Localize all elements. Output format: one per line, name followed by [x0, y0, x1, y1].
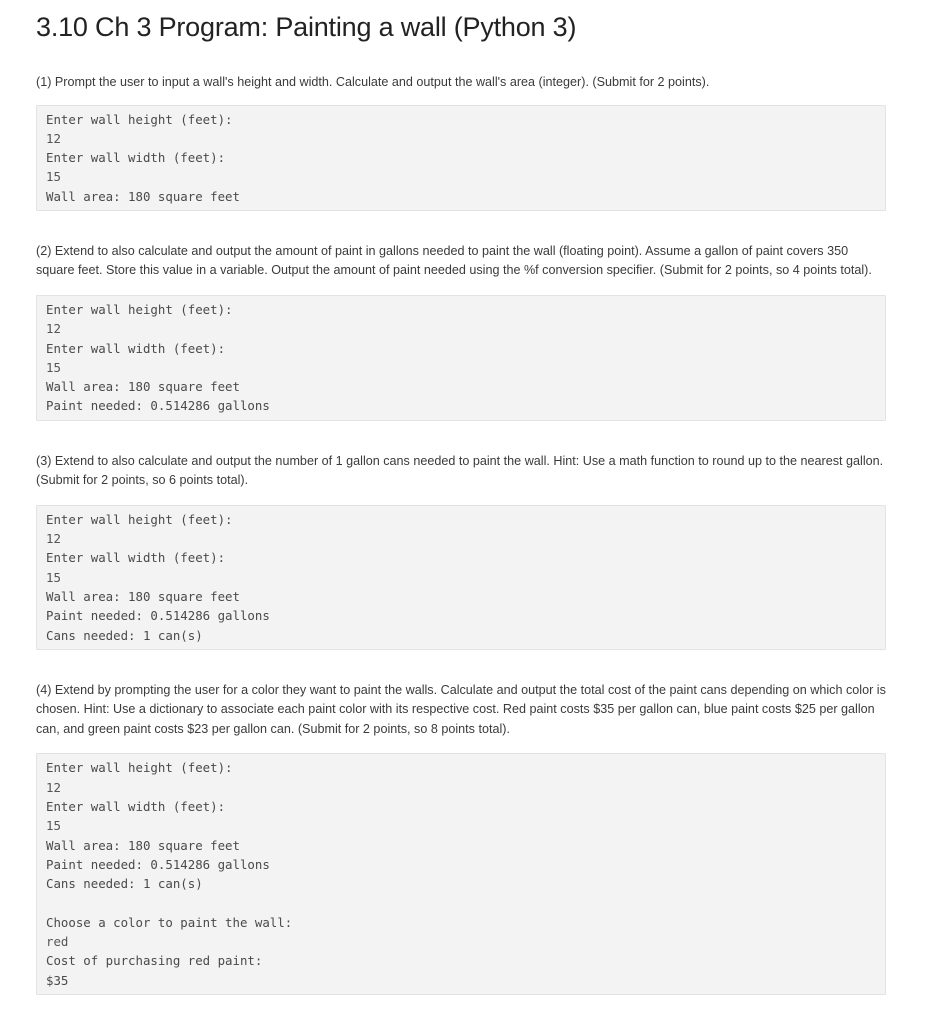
output-line: Enter wall height (feet): [46, 760, 233, 776]
output-line: Enter wall height (feet): [46, 511, 233, 527]
output-line: Wall area: 180 square feet [46, 588, 240, 604]
part-4-sample-output [36, 753, 886, 995]
part-4-description: (4) Extend by prompting the user for a color they want to paint the walls. Calculate and output the total cost of the paint cans depending on which color is chosen. Hint: Use a dictionary to associate each paint color with its respective cost. Red paint costs $35 per gallon can, blue paint costs $25 per gallon can, and green paint costs $23 per gallon can. (Submit for 2 points, so 8 points total). [36, 682, 886, 736]
output-line: Paint needed: 0.514286 gallons [46, 608, 270, 624]
part-2-description: (2) Extend to also calculate and output the amount of paint in gallons needed to paint the wall (floating point). Assume a gallon of paint covers 350 square feet. Store this value in a variable. Output the amount of paint needed using the %f conversion specifier. (Submit for 2 points, so 4 points total). [36, 243, 872, 278]
blank-line [46, 893, 876, 912]
output-line: Enter wall width (feet): [46, 798, 226, 814]
output-line: Cans needed: 1 can(s) [46, 876, 203, 892]
output-line: Cost of purchasing red paint: [46, 953, 263, 969]
output-line: Wall area: 180 square feet [46, 188, 240, 204]
part-4 [36, 681, 886, 995]
output-line: $35 [46, 972, 69, 988]
output-line: Paint needed: 0.514286 gallons [46, 398, 270, 414]
output-line: Enter wall height (feet): [46, 301, 233, 317]
input-line: 12 [46, 130, 61, 146]
output-line: Wall area: 180 square feet [46, 379, 240, 395]
output-line: Enter wall width (feet): [46, 340, 226, 356]
part-1-sample-output [36, 105, 886, 211]
part-1-description: (1) Prompt the user to input a wall's height and width. Calculate and output the wall's area (integer). (Submit for 2 points). [36, 75, 710, 89]
part-2-sample-output [36, 295, 886, 421]
input-line: 15 [46, 818, 61, 834]
input-line: 12 [46, 531, 61, 547]
output-line: Wall area: 180 square feet [46, 837, 240, 853]
part-2 [36, 242, 886, 421]
part-3-description: (3) Extend to also calculate and output the number of 1 gallon cans needed to paint the wall. Hint: Use a math function to round up to the nearest gallon. (Submit for 2 points, so 6 points total). [36, 453, 884, 488]
input-line: 15 [46, 569, 61, 585]
input-line: 12 [46, 321, 61, 337]
input-line: red [46, 934, 69, 950]
output-line: Enter wall height (feet): [46, 111, 233, 127]
input-line: 15 [46, 169, 61, 185]
part-3 [36, 452, 886, 650]
input-line: 12 [46, 779, 61, 795]
output-line: Enter wall width (feet): [46, 550, 226, 566]
assignment-page [36, 0, 886, 995]
output-line: Cans needed: 1 can(s) [46, 627, 203, 643]
output-line: Choose a color to paint the wall: [46, 914, 293, 930]
part-3-sample-output [36, 505, 886, 650]
page-title: 3.10 Ch 3 Program: Painting a wall (Python 3) [36, 12, 577, 42]
output-line: Enter wall width (feet): [46, 150, 226, 166]
output-line: Paint needed: 0.514286 gallons [46, 856, 270, 872]
input-line: 15 [46, 359, 61, 375]
part-1 [36, 73, 886, 211]
